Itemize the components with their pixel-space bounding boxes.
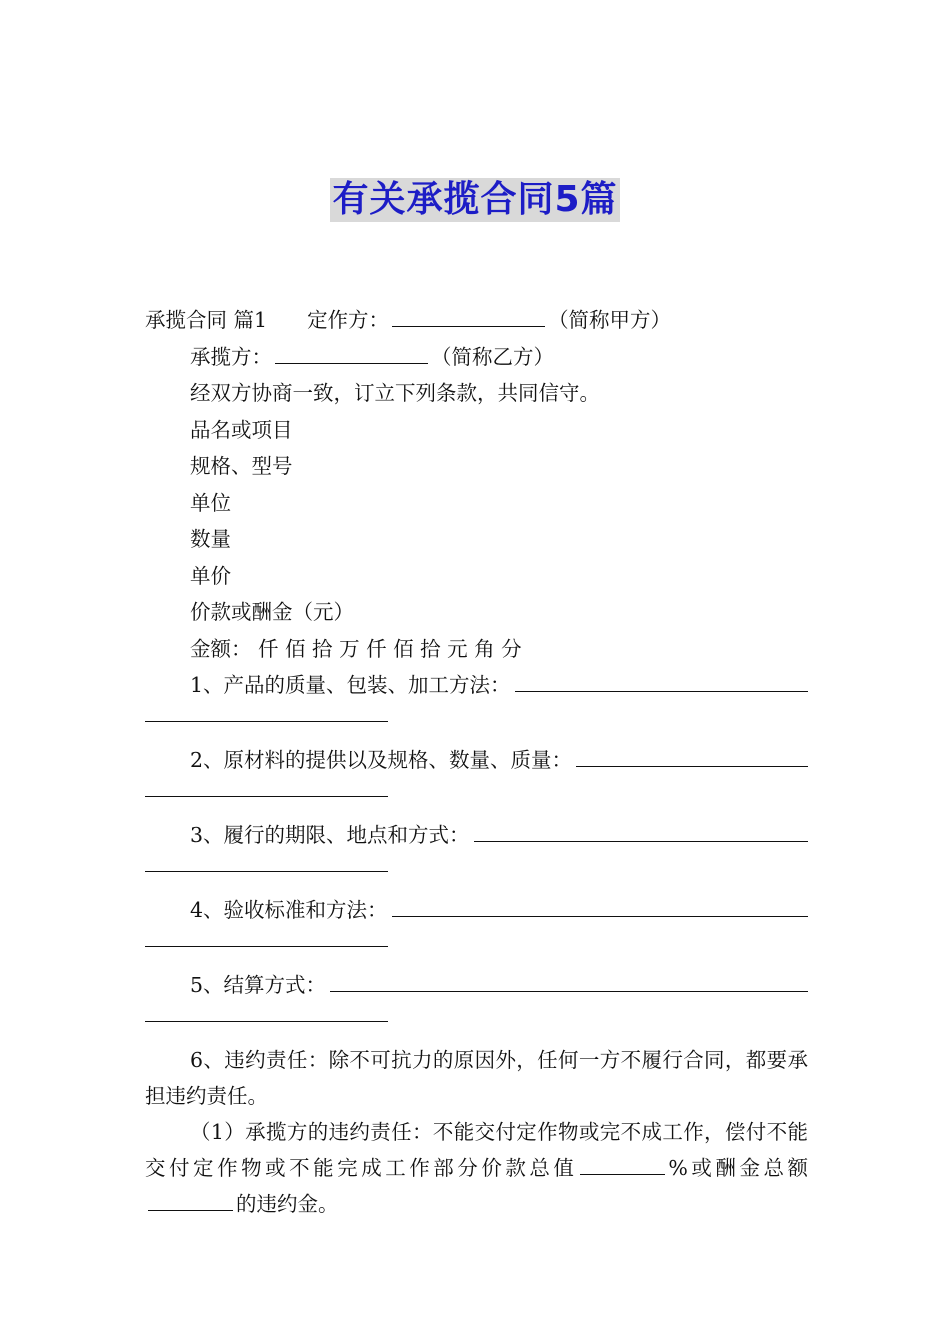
document-body xyxy=(145,302,808,1222)
title-container xyxy=(0,178,950,222)
sub1-text-3: 的违约金。 xyxy=(236,1192,339,1216)
clause-blank-continuation[interactable] xyxy=(145,854,388,872)
clause-4 xyxy=(145,892,808,947)
percent-blank[interactable] xyxy=(580,1154,665,1175)
clause-1 xyxy=(145,667,808,722)
item-unit-price: 单价 xyxy=(190,563,231,588)
clause-label: 3、履行的期限、地点和方式： xyxy=(190,823,470,847)
clause-blank-continuation[interactable] xyxy=(145,1004,388,1022)
item-name: 品名或项目 xyxy=(190,417,293,442)
sub1-text-1: （1）承揽方的违约责任：不能交付定作物或完不成工作，偿付不能交付定作物或不能完成工作部分价款总值 xyxy=(145,1120,808,1180)
clause-5 xyxy=(145,967,808,1022)
contractor-blank[interactable] xyxy=(275,343,428,364)
header-line xyxy=(145,302,808,339)
clause-2 xyxy=(145,742,808,797)
penalty-blank[interactable] xyxy=(148,1190,233,1211)
clause-blank[interactable] xyxy=(474,819,808,842)
contractor-line xyxy=(145,339,808,376)
contractor-label: 承揽方： xyxy=(190,344,272,369)
liability-paragraph: 6、违约责任：除不可抗力的原因外，任何一方不履行合同，都要承担违约责任。 xyxy=(145,1048,808,1108)
clause-label: 5、结算方式： xyxy=(190,973,327,997)
clause-blank[interactable] xyxy=(515,669,808,692)
clause-blank[interactable] xyxy=(576,744,808,767)
sub1-text-2: %或酬金总额 xyxy=(668,1156,808,1180)
clause-blank[interactable] xyxy=(392,894,808,917)
intro-text: 经双方协商一致，订立下列条款，共同信守。 xyxy=(190,381,600,405)
clause-3 xyxy=(145,817,808,872)
clause-label: 4、验收标准和方法： xyxy=(190,898,388,922)
chapter-heading: 承揽合同 篇1 xyxy=(145,308,268,332)
owner-label: 定作方： xyxy=(307,308,390,332)
clause-label: 2、原材料的提供以及规格、数量、质量： xyxy=(190,748,573,772)
owner-blank[interactable] xyxy=(392,306,545,327)
item-price-total: 价款或酬金（元） xyxy=(190,600,354,624)
contractor-liability-paragraph xyxy=(145,1114,808,1222)
item-unit: 单位 xyxy=(190,490,231,515)
clause-blank-continuation[interactable] xyxy=(145,929,388,947)
item-spec: 规格、型号 xyxy=(190,454,293,478)
contractor-suffix: （简称乙方） xyxy=(431,344,554,369)
item-quantity: 数量 xyxy=(190,527,231,551)
clause-blank[interactable] xyxy=(330,969,808,992)
document-title: 有关承揽合同5篇 xyxy=(332,179,618,220)
owner-suffix: （简称甲方） xyxy=(548,308,672,332)
clause-blank-continuation[interactable] xyxy=(145,779,388,797)
clause-blank-continuation[interactable] xyxy=(145,704,388,722)
amount-line: 金额： 仟 佰 拾 万 仟 佰 拾 元 角 分 xyxy=(190,636,522,661)
clause-label: 1、产品的质量、包装、加工方法： xyxy=(190,673,511,697)
